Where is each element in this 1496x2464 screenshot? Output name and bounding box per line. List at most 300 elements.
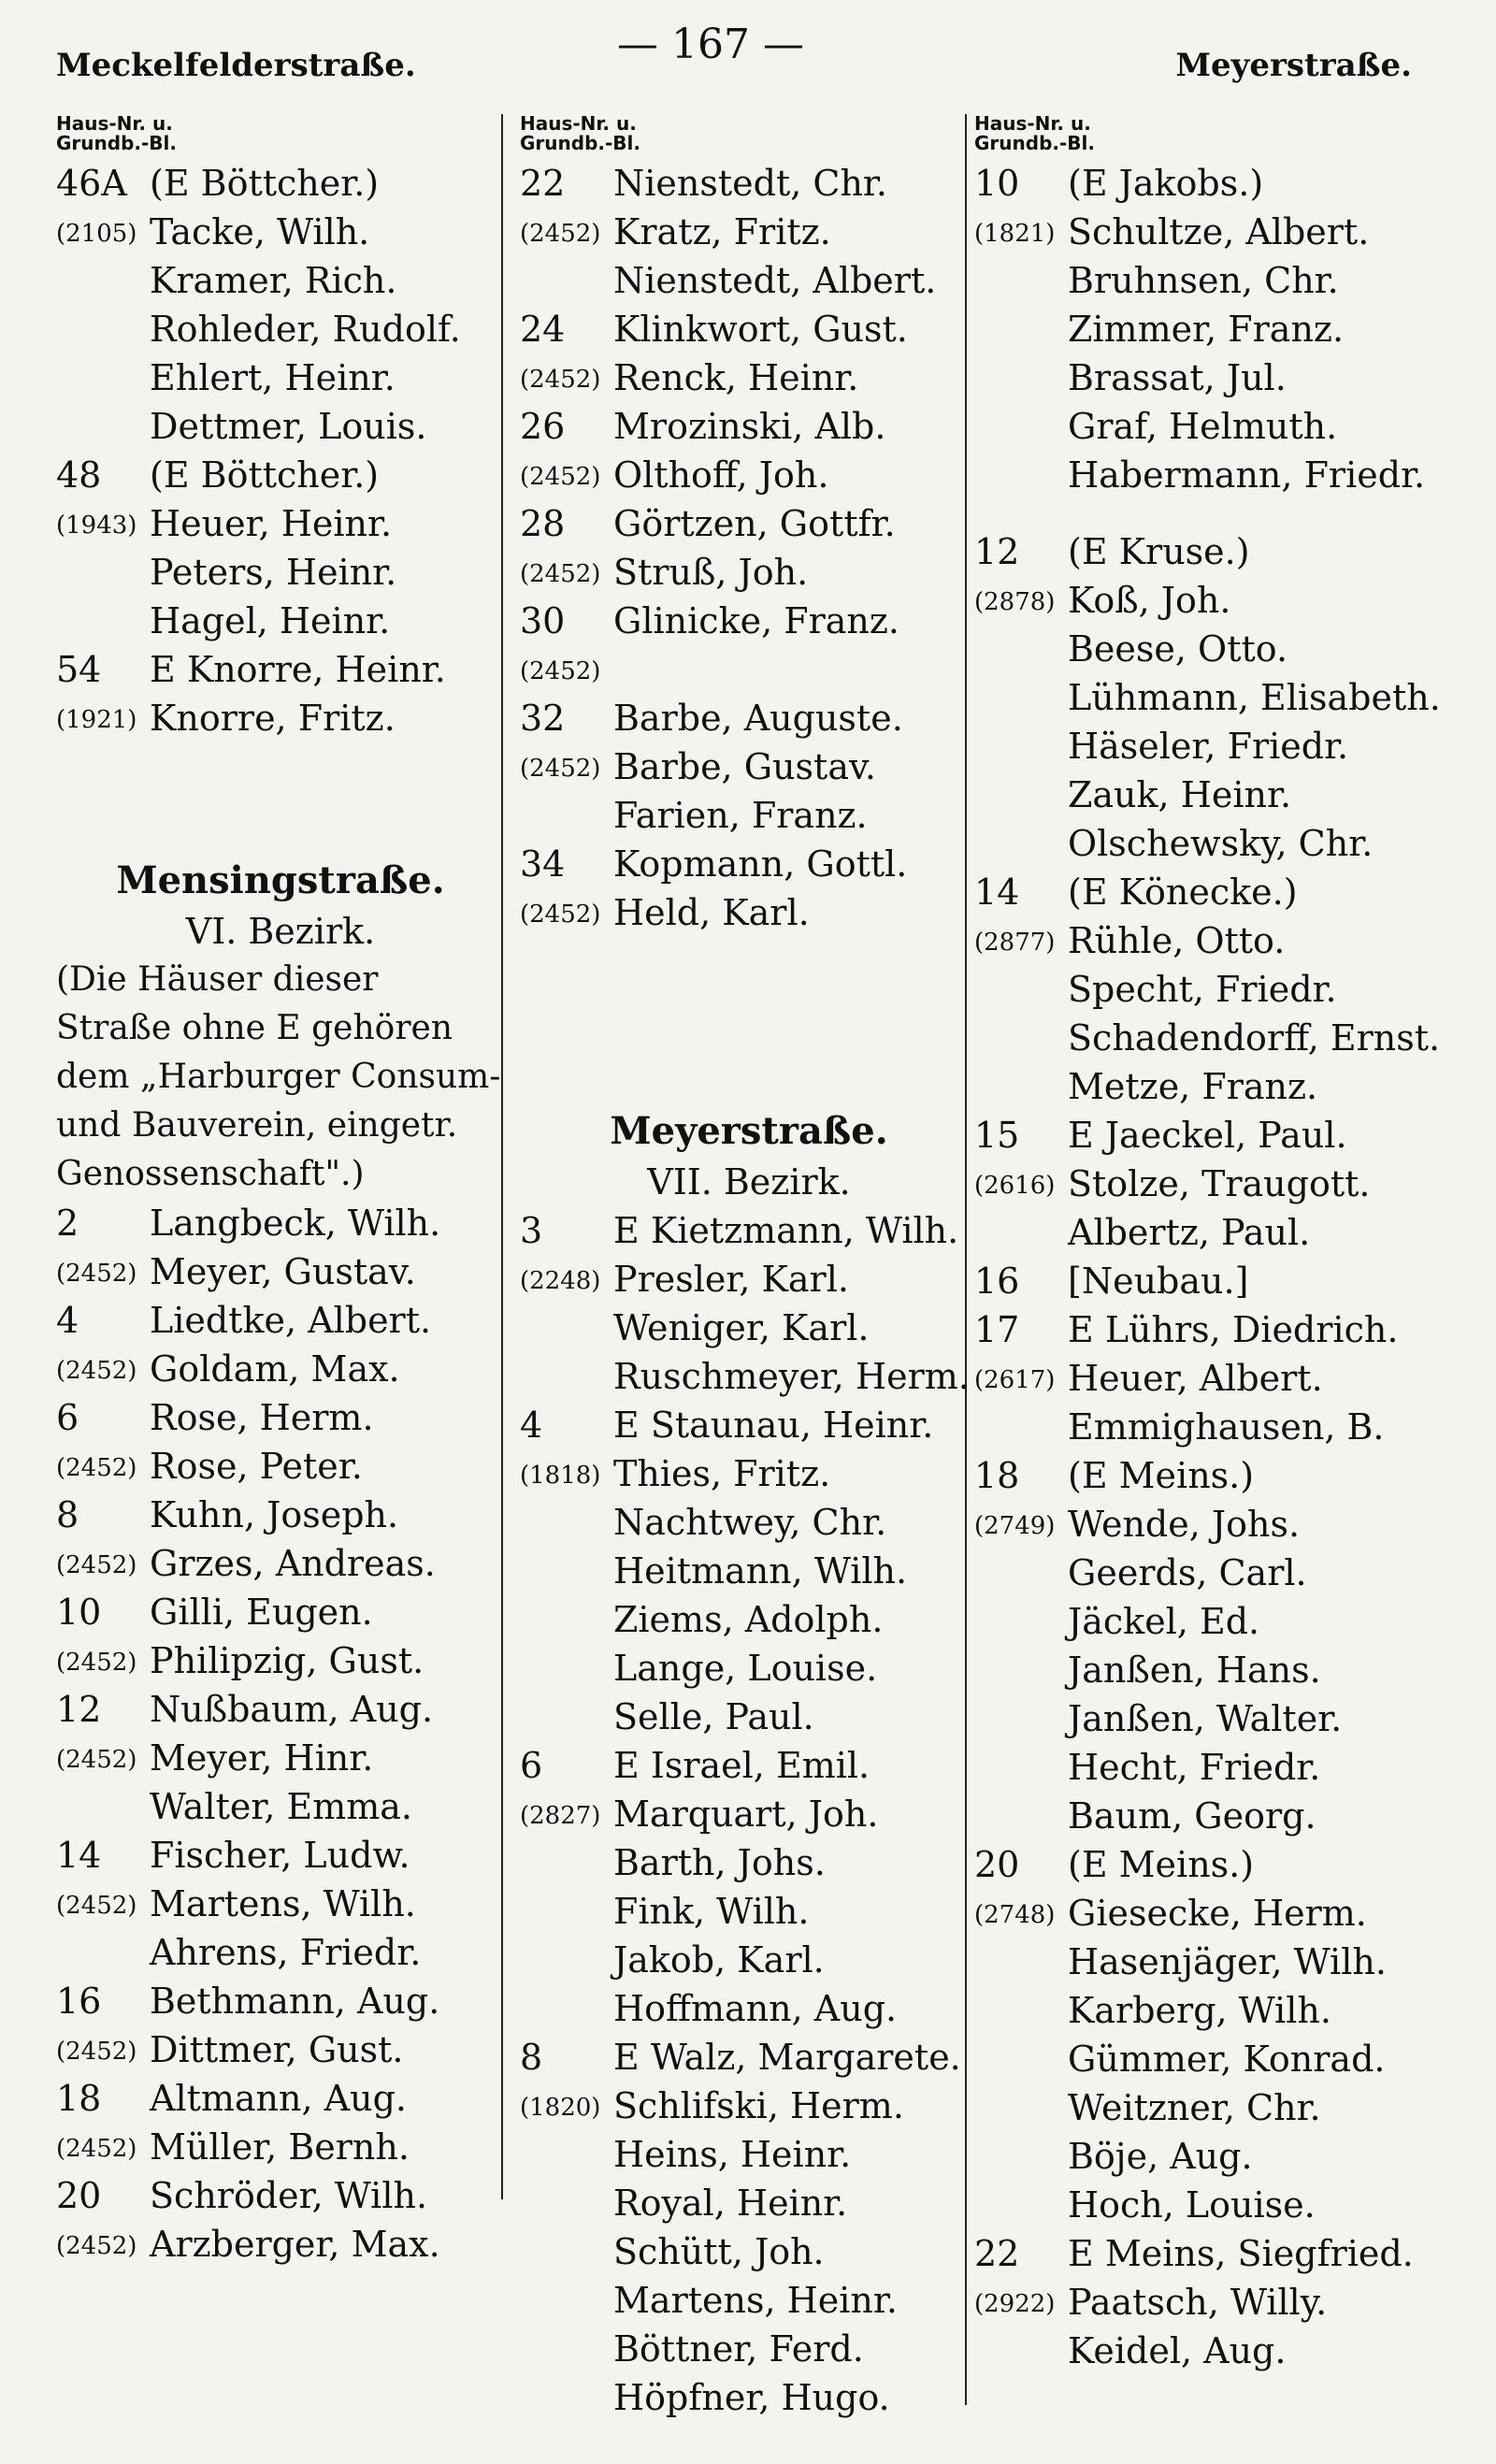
house-number: 16: [974, 1261, 1020, 1302]
resident-name: Liedtke, Albert.: [150, 1300, 432, 1341]
land-register-number: (1821): [974, 220, 1056, 248]
resident-name: Dittmer, Gust.: [150, 2029, 404, 2070]
directory-entry: [974, 208, 1460, 256]
directory-entry: [974, 1354, 1460, 1403]
house-number: 12: [56, 1689, 102, 1730]
directory-entry: [56, 597, 505, 645]
resident-name: Jakob, Karl.: [613, 1939, 825, 1981]
directory-entry: [520, 597, 978, 645]
page-header: [56, 21, 1412, 86]
directory-entry: [56, 1345, 505, 1393]
directory-entry: [56, 1880, 505, 1928]
resident-name: E Knorre, Heinr.: [150, 649, 446, 690]
street-note-line: Genossenschaft".): [56, 1155, 365, 1193]
land-register-number: (1921): [56, 706, 137, 734]
house-number: 34: [520, 843, 566, 885]
directory-entry: [56, 208, 505, 256]
resident-name: Schlifski, Herm.: [613, 2085, 904, 2126]
resident-name: Hagel, Heinr.: [150, 600, 391, 641]
resident-name: Nienstedt, Chr.: [613, 163, 887, 204]
directory-entry: [520, 2179, 978, 2227]
directory-entry: [974, 2229, 1460, 2278]
directory-entry: [56, 353, 505, 402]
resident-name: Beese, Otto.: [1068, 628, 1288, 670]
land-register-number: (1820): [520, 2094, 601, 2122]
land-register-number: (2452): [520, 560, 601, 588]
house-number: 8: [56, 1494, 79, 1535]
resident-name: Weitzner, Chr.: [1068, 2087, 1321, 2128]
resident-name: Heuer, Heinr.: [150, 503, 393, 544]
resident-name: Ehlert, Heinr.: [150, 357, 396, 398]
resident-name: Dettmer, Louis.: [150, 406, 427, 447]
land-register-number: (2452): [520, 463, 601, 491]
resident-name: Rose, Herm.: [150, 1397, 374, 1438]
resident-name: E Israel, Emil.: [613, 1745, 870, 1786]
land-register-number: (2452): [520, 901, 601, 929]
resident-name: Bethmann, Aug.: [150, 1981, 440, 2022]
directory-entry: [974, 1646, 1460, 1694]
resident-name: (E Meins.): [1068, 1844, 1255, 1885]
resident-name: Häseler, Friedr.: [1068, 726, 1349, 767]
resident-name: Kramer, Rich.: [150, 260, 397, 301]
directory-entry: [974, 527, 1460, 576]
land-register-number: (2452): [56, 1746, 137, 1774]
column-heading-line: Grundb.-Bl.: [974, 132, 1095, 154]
resident-name: Geerds, Carl.: [1068, 1552, 1307, 1593]
resident-name: Arzberger, Max.: [150, 2224, 440, 2265]
land-register-number: (2616): [974, 1172, 1056, 1200]
column-heading-line: Grundb.-Bl.: [56, 132, 177, 154]
directory-entry: [974, 402, 1460, 451]
land-register-number: (2452): [56, 1649, 137, 1677]
directory-entry: [974, 576, 1460, 625]
directory-entry: [520, 1644, 978, 1693]
house-number: 20: [974, 1844, 1020, 1885]
resident-name: Giesecke, Herm.: [1068, 1893, 1367, 1934]
directory-entry: [974, 1889, 1460, 1938]
directory-entry: [520, 1741, 978, 1790]
resident-name: Walter, Emma.: [150, 1786, 413, 1827]
resident-name: Höpfner, Hugo.: [613, 2377, 890, 2418]
directory-entry: [56, 159, 505, 208]
directory-entry: [520, 2373, 978, 2422]
resident-name: Fink, Wilh.: [613, 1891, 810, 1932]
house-number: 14: [56, 1835, 102, 1876]
resident-name: Marquart, Joh.: [613, 1794, 879, 1835]
directory-entry: [56, 1539, 505, 1588]
resident-name: Barth, Johs.: [613, 1842, 826, 1883]
resident-name: Klinkwort, Gust.: [613, 309, 908, 350]
directory-entry: [520, 256, 978, 305]
resident-name: E Lührs, Diedrich.: [1068, 1309, 1399, 1350]
resident-name: Karberg, Wilh.: [1068, 1990, 1331, 2031]
land-register-number: (2452): [520, 755, 601, 783]
land-register-number: (2749): [974, 1512, 1056, 1540]
directory-entry: [974, 2278, 1460, 2327]
land-register-number: (2452): [520, 220, 601, 248]
land-register-number: (2877): [974, 929, 1056, 957]
resident-name: Böje, Aug.: [1068, 2136, 1253, 2177]
directory-entry: [974, 1500, 1460, 1549]
house-number: 8: [520, 2037, 543, 2078]
directory-entry: [974, 1305, 1460, 1354]
resident-name: E Kietzmann, Wilh.: [613, 1210, 959, 1251]
directory-entry: [56, 694, 505, 742]
resident-name: Jäckel, Ed.: [1068, 1601, 1260, 1642]
directory-entry: [974, 2181, 1460, 2229]
directory-entry: [56, 1393, 505, 1442]
district-label: VI. Bezirk.: [185, 911, 376, 952]
spacer: [56, 827, 505, 855]
house-number: 4: [56, 1300, 79, 1341]
directory-entry: [520, 208, 978, 256]
house-number: 32: [520, 698, 566, 739]
directory-entry: [520, 1352, 978, 1401]
resident-name: Rühle, Otto.: [1068, 920, 1286, 961]
resident-name: Martens, Heinr.: [613, 2280, 898, 2321]
directory-entry: [520, 1206, 978, 1255]
resident-name: Olthoff, Joh.: [613, 454, 829, 496]
spacer: [520, 1021, 978, 1105]
directory-entry: [974, 159, 1460, 208]
directory-entry: [520, 2082, 978, 2130]
directory-entry: [974, 256, 1460, 305]
resident-name: Nußbaum, Aug.: [150, 1689, 434, 1730]
resident-name: Tacke, Wilh.: [150, 211, 370, 252]
resident-name: Barbe, Auguste.: [613, 698, 903, 739]
column-heading: [56, 114, 505, 153]
directory-entry: [56, 2220, 505, 2269]
house-number: 14: [974, 872, 1020, 913]
resident-name: [Neubau.]: [1068, 1261, 1249, 1302]
directory-entry: [56, 1734, 505, 1782]
land-register-number: (2748): [974, 1901, 1056, 1929]
land-register-number: (2452): [56, 1357, 137, 1385]
street-title: Meyerstraße.: [610, 1109, 888, 1153]
directory-entry: [974, 1257, 1460, 1305]
resident-name: (E Jakobs.): [1068, 163, 1264, 204]
resident-name: Metze, Franz.: [1068, 1066, 1318, 1107]
house-number: 6: [520, 1745, 543, 1786]
directory-entry: [974, 1111, 1460, 1160]
resident-name: Meyer, Hinr.: [150, 1737, 374, 1779]
directory-entry: [974, 1840, 1460, 1889]
directory-entry: [56, 1782, 505, 1831]
directory-entry: [520, 402, 978, 451]
resident-name: Nachtwey, Chr.: [613, 1502, 887, 1543]
land-register-number: (1818): [520, 1462, 601, 1490]
resident-name: (E Böttcher.): [150, 454, 380, 496]
directory-entry: [56, 2074, 505, 2123]
directory-entry: [520, 548, 978, 597]
directory-entry: [974, 305, 1460, 353]
directory-entry: [520, 1936, 978, 1984]
house-number: 12: [974, 531, 1020, 572]
directory-entry: [974, 2327, 1460, 2375]
column-heading-line: Grundb.-Bl.: [520, 132, 640, 154]
directory-entry: [520, 159, 978, 208]
resident-name: Bruhnsen, Chr.: [1068, 260, 1339, 301]
resident-name: (E Könecke.): [1068, 872, 1298, 913]
directory-entry: [520, 1693, 978, 1741]
directory-entry: [520, 499, 978, 548]
resident-name: Keidel, Aug.: [1068, 2330, 1287, 2371]
directory-entry: [520, 1984, 978, 2033]
house-number: 4: [520, 1405, 543, 1446]
house-number: 26: [520, 406, 566, 447]
directory-entry: [56, 1296, 505, 1345]
directory-entry: [974, 819, 1460, 868]
land-register-number: (2827): [520, 1802, 601, 1830]
house-number: 46A: [56, 163, 127, 204]
directory-entry: [520, 2130, 978, 2179]
column-heading-line: Haus-Nr. u.: [974, 112, 1091, 135]
directory-entry: [56, 1685, 505, 1734]
resident-name: Lühmann, Elisabeth.: [1068, 677, 1441, 718]
street-note-line: (Die Häuser dieser: [56, 960, 379, 999]
land-register-number: (2922): [974, 2290, 1056, 2318]
resident-name: Selle, Paul.: [613, 1696, 814, 1737]
resident-name: Fischer, Ludw.: [150, 1835, 410, 1876]
directory-entry: [974, 1062, 1460, 1111]
resident-name: Emmighausen, B.: [1068, 1406, 1385, 1448]
resident-name: Ziems, Adolph.: [613, 1599, 884, 1640]
directory-entry: [520, 645, 978, 694]
resident-name: Kratz, Fritz.: [613, 211, 831, 252]
directory-entry: [56, 1588, 505, 1636]
resident-name: Farien, Franz.: [613, 795, 868, 836]
house-number: 22: [520, 163, 566, 204]
directory-entry: [56, 305, 505, 353]
directory-entry: [56, 645, 505, 694]
resident-name: Heitmann, Wilh.: [613, 1550, 908, 1592]
district-label: VII. Bezirk.: [647, 1161, 851, 1203]
resident-name: Peters, Heinr.: [150, 552, 397, 593]
resident-name: Olschewsky, Chr.: [1068, 823, 1374, 864]
land-register-number: (2452): [56, 1454, 137, 1482]
directory-entry: [974, 1549, 1460, 1597]
house-number: 54: [56, 649, 102, 690]
directory-entry: [974, 451, 1460, 499]
resident-name: Rose, Peter.: [150, 1446, 363, 1487]
resident-name: E Staunau, Heinr.: [613, 1405, 934, 1446]
resident-name: Renck, Heinr.: [613, 357, 859, 398]
resident-name: (E Böttcher.): [150, 163, 380, 204]
resident-name: Specht, Friedr.: [1068, 969, 1337, 1010]
directory-entry: [520, 840, 978, 888]
directory-entry: [974, 1403, 1460, 1451]
column-1: [56, 114, 505, 2269]
directory-entry: [56, 1831, 505, 1880]
directory-entry: [974, 2083, 1460, 2132]
directory-entry: [56, 451, 505, 499]
resident-name: E Meins, Siegfried.: [1068, 2233, 1414, 2274]
street-note-line: Straße ohne E gehören: [56, 1009, 453, 1047]
resident-name: Zauk, Heinr.: [1068, 774, 1292, 815]
directory-entry: [974, 1208, 1460, 1257]
house-number: 15: [974, 1115, 1020, 1156]
land-register-number: (2452): [56, 1260, 137, 1288]
directory-entry: [974, 1938, 1460, 1986]
house-number: 18: [974, 1455, 1020, 1496]
resident-name: Habermann, Friedr.: [1068, 454, 1426, 496]
directory-entry: [520, 1838, 978, 1887]
directory-entry: [520, 1887, 978, 1936]
resident-name: Royal, Heinr.: [613, 2183, 848, 2224]
land-register-number: (2452): [520, 657, 601, 685]
resident-name: Schadendorff, Ernst.: [1068, 1017, 1441, 1059]
resident-name: Held, Karl.: [613, 892, 810, 933]
column-heading: [974, 114, 1460, 153]
directory-entry: [974, 1014, 1460, 1062]
directory-entry: [520, 305, 978, 353]
resident-name: (E Kruse.): [1068, 531, 1250, 572]
resident-name: Baum, Georg.: [1068, 1795, 1316, 1837]
resident-name: Graf, Helmuth.: [1068, 406, 1338, 447]
directory-entry: [56, 1491, 505, 1539]
directory-entry: [974, 965, 1460, 1014]
directory-entry: [974, 625, 1460, 673]
resident-name: Philipzig, Gust.: [150, 1640, 424, 1681]
land-register-number: (2452): [56, 1551, 137, 1579]
directory-entry: [520, 1790, 978, 1838]
directory-entry: [520, 451, 978, 499]
resident-name: Heuer, Albert.: [1068, 1358, 1323, 1399]
house-number: 16: [56, 1981, 102, 2022]
resident-name: Wende, Johs.: [1068, 1504, 1301, 1545]
resident-name: Kopmann, Gottl.: [613, 843, 908, 885]
house-number: 18: [56, 2078, 102, 2119]
resident-name: Müller, Bernh.: [150, 2126, 410, 2168]
land-register-number: (2452): [56, 2135, 137, 2163]
directory-entry: [520, 1449, 978, 1498]
resident-name: E Walz, Margarete.: [613, 2037, 961, 2078]
resident-name: Langbeck, Wilh.: [150, 1203, 441, 1244]
resident-name: Zimmer, Franz.: [1068, 309, 1345, 350]
resident-name: Stolze, Traugott.: [1068, 1163, 1371, 1204]
directory-entry: [974, 1451, 1460, 1500]
house-number: 22: [974, 2233, 1020, 2274]
directory-entry: [520, 2227, 978, 2276]
resident-name: Presler, Karl.: [613, 1259, 849, 1300]
resident-name: Hasenjäger, Wilh.: [1068, 1941, 1387, 1982]
resident-name: Martens, Wilh.: [150, 1883, 416, 1924]
directory-entry: [520, 888, 978, 937]
land-register-number: (2452): [56, 1892, 137, 1920]
resident-name: Nienstedt, Albert.: [613, 260, 937, 301]
column-heading: [520, 114, 978, 153]
land-register-number: (2248): [520, 1267, 601, 1295]
directory-entry: [56, 499, 505, 548]
directory-entry: [520, 1595, 978, 1644]
directory-entry: [56, 1442, 505, 1491]
house-number: 10: [56, 1592, 102, 1633]
directory-entry: [974, 2035, 1460, 2083]
house-number: 10: [974, 163, 1020, 204]
resident-name: Schütt, Joh.: [613, 2231, 825, 2272]
directory-entry: [974, 1792, 1460, 1840]
resident-name: E Jaeckel, Paul.: [1068, 1115, 1347, 1156]
directory-entry: [974, 353, 1460, 402]
resident-name: Mrozinski, Alb.: [613, 406, 886, 447]
resident-name: Ruschmeyer, Herm.: [613, 1356, 970, 1397]
resident-name: Grzes, Andreas.: [150, 1543, 436, 1584]
column-heading-line: Haus-Nr. u.: [520, 112, 637, 135]
directory-entry: [520, 1304, 978, 1352]
resident-name: Ahrens, Friedr.: [150, 1932, 422, 1973]
land-register-number: (2452): [520, 366, 601, 394]
directory-entry: [520, 1255, 978, 1304]
directory-entry: [56, 256, 505, 305]
directory-entry: [56, 2171, 505, 2220]
directory-entry: [56, 1636, 505, 1685]
resident-name: Hoffmann, Aug.: [613, 1988, 898, 2029]
resident-name: Brassat, Jul.: [1068, 357, 1287, 398]
resident-name: Koß, Joh.: [1068, 580, 1231, 621]
resident-name: Hoch, Louise.: [1068, 2184, 1316, 2226]
directory-entry: [56, 1247, 505, 1296]
resident-name: Thies, Fritz.: [613, 1453, 831, 1494]
column-3: [974, 114, 1460, 2375]
directory-entry: [974, 1743, 1460, 1792]
house-number: 2: [56, 1203, 79, 1244]
resident-name: Rohleder, Rudolf.: [150, 309, 461, 350]
house-number: 28: [520, 503, 566, 544]
resident-name: Glinicke, Franz.: [613, 600, 900, 641]
land-register-number: (2878): [974, 588, 1056, 616]
directory-entry: [974, 916, 1460, 965]
directory-entry: [974, 868, 1460, 916]
resident-name: Gümmer, Konrad.: [1068, 2039, 1386, 2080]
resident-name: Janßen, Walter.: [1068, 1698, 1343, 1739]
resident-name: Struß, Joh.: [613, 552, 809, 593]
directory-entry: [56, 2123, 505, 2171]
street-title: Mensingstraße.: [116, 858, 445, 902]
directory-entry: [974, 673, 1460, 722]
resident-name: Barbe, Gustav.: [613, 746, 877, 787]
directory-entry: [56, 402, 505, 451]
house-number: 20: [56, 2175, 102, 2216]
land-register-number: (2617): [974, 1366, 1056, 1394]
directory-entry: [520, 1498, 978, 1547]
running-head-left: Meckelfelderstraße.: [56, 47, 416, 84]
resident-name: Kuhn, Joseph.: [150, 1494, 399, 1535]
running-head-right: Meyerstraße.: [1175, 47, 1412, 84]
directory-entry: [520, 791, 978, 840]
directory-entry: [56, 1199, 505, 1247]
directory-entry: [520, 742, 978, 791]
house-number: 24: [520, 309, 566, 350]
resident-name: Weniger, Karl.: [613, 1307, 870, 1348]
column-2: [520, 114, 978, 2422]
resident-name: Meyer, Gustav.: [150, 1251, 416, 1292]
resident-name: Schultze, Albert.: [1068, 211, 1370, 252]
land-register-number: (1943): [56, 512, 137, 540]
directory-entry: [974, 1597, 1460, 1646]
page-number: — 167 —: [617, 21, 804, 68]
house-number: 3: [520, 1210, 543, 1251]
resident-name: Görtzen, Gottfr.: [613, 503, 896, 544]
land-register-number: (2452): [56, 2038, 137, 2066]
resident-name: Heins, Heinr.: [613, 2134, 852, 2175]
directory-entry: [520, 1401, 978, 1449]
resident-name: Paatsch, Willy.: [1068, 2282, 1328, 2323]
resident-name: Altmann, Aug.: [150, 2078, 407, 2119]
directory-entry: [520, 2033, 978, 2082]
directory-entry: [974, 771, 1460, 819]
directory-entry: [520, 1547, 978, 1595]
resident-name: Schröder, Wilh.: [150, 2175, 428, 2216]
